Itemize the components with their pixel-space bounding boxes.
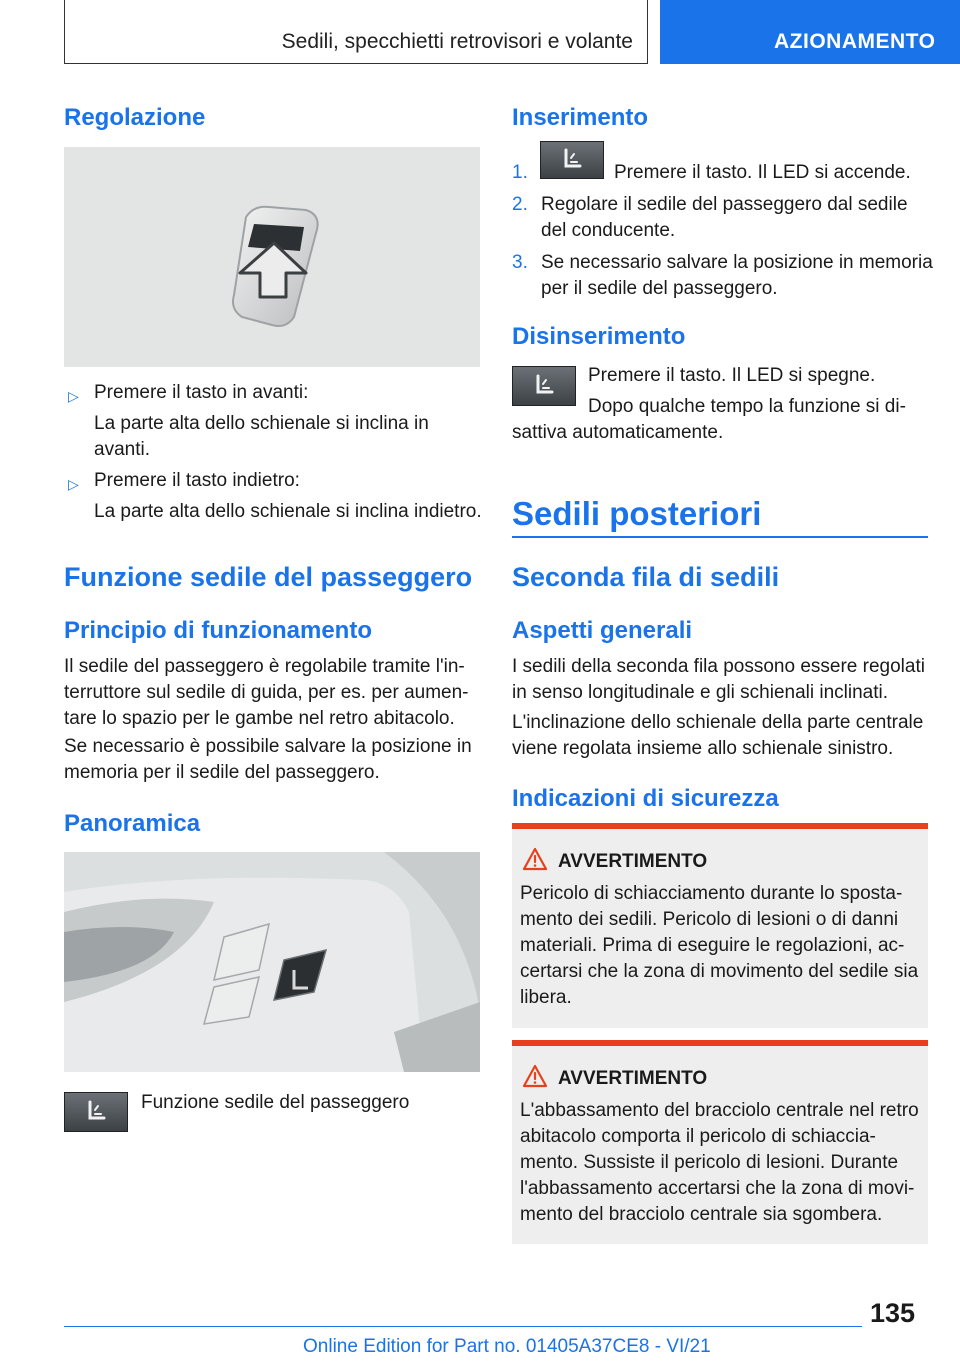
step-number: 3.: [512, 252, 528, 273]
header-chapter-box: [64, 0, 648, 64]
heading-inserimento: Inserimento: [512, 104, 649, 131]
step-number: 2.: [512, 194, 528, 215]
warning-text: L'abbassamento del bracciolo centrale nel retro abitacolo comporta il pericolo di schiaccia-mento. Sussiste il pericolo di lesioni. Durante l'abbassamento accertarsi che la zona di movi-mento del bracciolo centrale sia sgombera.: [520, 1100, 919, 1225]
heading-funzione: Funzione sedile del passeggero: [64, 562, 473, 592]
page-number: 135: [870, 1298, 916, 1328]
warning-box: [512, 1040, 928, 1244]
passenger-seat-key-icon: [64, 1092, 128, 1132]
warning-box: [512, 823, 928, 1028]
paragraph-principio-1: Il sedile del passeggero è regolabile tramite l'in-terruttore sul sedile di guida, per es. per aumen-tare lo spazio per le gambe nel retro abitacolo.: [64, 656, 469, 729]
list-item-head: Premere il tasto indietro:: [94, 470, 300, 491]
warning-label: AVVERTIMENTO: [558, 1068, 708, 1089]
heading-sedili-posteriori: Sedili posteriori: [512, 495, 762, 532]
warning-triangle-icon: [522, 1064, 548, 1088]
list-item-body: La parte alta dello schienale si inclina indietro.: [94, 501, 482, 522]
paragraph-disinserimento-3: sattiva automaticamente.: [512, 422, 724, 443]
section-divider: [512, 536, 928, 538]
warning-text: Pericolo di schiacciamento durante lo sposta-mento dei sedili. Pericolo di lesioni o di danni materiali. Prima di eseguire le regolazioni, ac-certarsi che la zona di movimento del sedile sia libera.: [520, 883, 919, 1008]
passenger-seat-key-icon: [512, 366, 576, 406]
header-section: AZIONAMENTO: [774, 30, 936, 53]
paragraph-disinserimento-1: Premere il tasto. Il LED si spegne.: [588, 365, 876, 386]
photo-door-panel: [64, 852, 480, 1072]
heading-regolazione: Regolazione: [64, 104, 206, 131]
header-section-tab: [660, 0, 960, 64]
footer-edition: Online Edition for Part no. 01405A37CE8 - VI/21: [303, 1336, 711, 1357]
photo-seat-button: [64, 147, 480, 367]
warning-bar: [512, 823, 928, 829]
passenger-seat-key-icon: [540, 141, 604, 179]
paragraph-aspetti-2: L'inclinazione dello schienale della parte centrale viene regolata insieme allo schienale sinistro.: [512, 712, 924, 759]
heading-panoramica: Panoramica: [64, 810, 201, 837]
warning-triangle-icon: [522, 847, 548, 871]
footer-divider: [64, 1326, 862, 1327]
heading-sicurezza: Indicazioni di sicurezza: [512, 785, 779, 812]
header-chapter: Sedili, specchietti retrovisori e volante: [281, 30, 633, 53]
warning-label: AVVERTIMENTO: [558, 851, 708, 872]
paragraph-aspetti-1: I sedili della seconda fila possono essere regolati in senso longitudinale e gli schienali inclinati.: [512, 656, 925, 703]
door-panel-illustration: [64, 852, 480, 1072]
seat-button-illustration: [64, 147, 480, 367]
list-item-head: Premere il tasto in avanti:: [94, 382, 309, 403]
heading-aspetti: Aspetti generali: [512, 617, 693, 644]
list-item-body: La parte alta dello schienale si inclina in avanti.: [94, 413, 429, 460]
step-text: Premere il tasto. Il LED si accende.: [614, 162, 911, 183]
paragraph-disinserimento-2: Dopo qualche tempo la funzione si di-: [588, 396, 906, 417]
bullet-triangle-icon: ▷: [68, 476, 79, 492]
bullet-triangle-icon: ▷: [68, 388, 79, 404]
heading-principio: Principio di funzionamento: [64, 617, 372, 644]
warning-bar: [512, 1040, 928, 1046]
step-text: Se necessario salvare la posizione in memoria per il sedile del passeggero.: [541, 252, 933, 299]
step-number: 1.: [512, 162, 528, 183]
paragraph-principio-2: Se necessario è possibile salvare la posizione in memoria per il sedile del passeggero.: [64, 736, 472, 783]
heading-disinserimento: Disinserimento: [512, 323, 686, 350]
figure-caption: Funzione sedile del passeggero: [141, 1092, 410, 1113]
heading-seconda-fila: Seconda fila di sedili: [512, 562, 780, 592]
step-text: Regolare il sedile del passeggero dal sedile del conducente.: [541, 194, 908, 241]
